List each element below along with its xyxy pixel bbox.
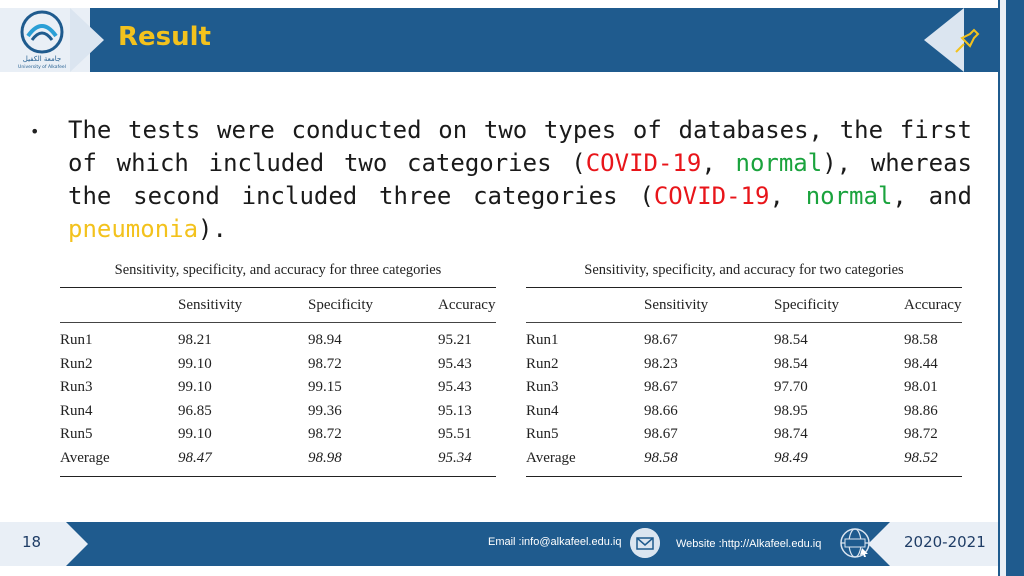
table-cell: 98.21 (178, 332, 212, 349)
footer-email[interactable]: Email :info@alkafeel.edu.iq (488, 536, 622, 548)
logo-text-en: University of Alkafeel (18, 65, 66, 70)
para-comma-2: , (769, 182, 806, 210)
table-cell: 98.66 (644, 402, 678, 419)
table-row (526, 400, 962, 424)
table-cell: 98.52 (904, 449, 938, 466)
page-number: 18 (22, 533, 42, 551)
table-row (526, 376, 962, 400)
para-text-4: ). (198, 215, 227, 243)
table-cell: Run4 (60, 402, 93, 419)
table-body (526, 323, 962, 476)
table-cell: 95.43 (438, 355, 472, 372)
table-bottom-rule (526, 476, 962, 477)
table-cell: Run5 (60, 426, 93, 443)
table-row (60, 353, 496, 377)
table-cell: 95.43 (438, 379, 472, 396)
header-cell: Specificity (308, 296, 373, 313)
covid-label-2: COVID-19 (653, 182, 770, 210)
table-cell: Run4 (526, 402, 559, 419)
table-cell: 98.23 (644, 355, 678, 372)
table-cell: Run5 (526, 426, 559, 443)
table-cell: 95.51 (438, 426, 472, 443)
table-average-row (60, 447, 496, 471)
table-bottom-rule (60, 476, 496, 477)
para-text-1: The tests were conducted on two types of databases, the first of which included two categories ( (68, 116, 972, 177)
table-cell: 98.54 (774, 355, 808, 372)
table-cell: Run2 (60, 355, 93, 372)
table-cell: 95.13 (438, 402, 472, 419)
footer-website[interactable]: Website :http://Alkafeel.edu.iq (676, 538, 822, 550)
table-row (60, 376, 496, 400)
header-bar (90, 8, 998, 72)
table-header-row (526, 288, 962, 322)
table-cell: 97.70 (774, 379, 808, 396)
table-cell: 98.67 (644, 379, 678, 396)
table-cell: Average (60, 449, 110, 466)
table-cell: Run1 (526, 332, 559, 349)
header-cell: Sensitivity (178, 296, 243, 313)
table-caption: Sensitivity, specificity, and accuracy for two categories (584, 262, 904, 278)
table-cell: 98.58 (644, 449, 678, 466)
table-row (526, 329, 962, 353)
table-cell: 98.94 (308, 332, 342, 349)
table-cell: Run3 (60, 379, 93, 396)
para-text-3: , and (892, 182, 973, 210)
academic-year: 2020-2021 (904, 533, 986, 551)
table-cell: 98.44 (904, 355, 938, 372)
table-cell: 98.72 (904, 426, 938, 443)
header-cell: Sensitivity (644, 296, 709, 313)
globe-icon (838, 526, 872, 560)
slide-title: Result (118, 22, 211, 52)
table-cell: 98.74 (774, 426, 808, 443)
table-cell: 98.98 (308, 449, 342, 466)
header-chevron-left (70, 8, 104, 72)
slide-header (0, 0, 1024, 76)
normal-label-2: normal (805, 182, 893, 210)
table-cell: 98.47 (178, 449, 212, 466)
bullet-marker: • (30, 122, 40, 141)
table-cell: 99.15 (308, 379, 342, 396)
pushpin-icon (952, 26, 982, 56)
table-cell: 99.10 (178, 355, 212, 372)
table-header-row (60, 288, 496, 322)
table-two-categories (526, 262, 962, 477)
table-body (60, 323, 496, 476)
table-cell: 98.72 (308, 426, 342, 443)
table-row (60, 400, 496, 424)
table-cell: 99.36 (308, 402, 342, 419)
header-cell: Accuracy (904, 296, 962, 313)
table-caption: Sensitivity, specificity, and accuracy for three categories (114, 262, 442, 278)
table-average-row (526, 447, 962, 471)
table-cell: 98.54 (774, 332, 808, 349)
footer-chevron-left (66, 522, 88, 566)
header-cell: Specificity (774, 296, 839, 313)
right-edge-accent (1000, 0, 1006, 576)
header-cell: Accuracy (438, 296, 496, 313)
logo-text-ar: جامعة الكفيل (22, 55, 62, 63)
para-comma-1: , (701, 149, 736, 177)
table-row (526, 423, 962, 447)
table-cell: 98.72 (308, 355, 342, 372)
table-cell: 98.58 (904, 332, 938, 349)
table-row (526, 353, 962, 377)
para-text-2: ), whereas the second included three categories ( (68, 149, 972, 210)
table-cell: 98.95 (774, 402, 808, 419)
table-cell: 98.49 (774, 449, 808, 466)
table-cell: 98.86 (904, 402, 938, 419)
table-cell: 95.21 (438, 332, 472, 349)
table-cell: 99.10 (178, 379, 212, 396)
table-cell: 99.10 (178, 426, 212, 443)
table-cell: Run2 (526, 355, 559, 372)
table-cell: 96.85 (178, 402, 212, 419)
table-three-categories (60, 262, 496, 477)
table-cell: 98.67 (644, 332, 678, 349)
university-logo (14, 10, 70, 70)
table-cell: Run1 (60, 332, 93, 349)
table-row (60, 329, 496, 353)
table-cell: 98.67 (644, 426, 678, 443)
normal-label-1: normal (735, 149, 823, 177)
table-cell: 95.34 (438, 449, 472, 466)
table-cell: Run3 (526, 379, 559, 396)
pneumonia-label: pneumonia (68, 215, 199, 243)
body-paragraph (68, 114, 972, 246)
covid-label-1: COVID-19 (585, 149, 702, 177)
mail-icon (630, 528, 660, 558)
table-cell: 98.01 (904, 379, 938, 396)
table-row (60, 423, 496, 447)
table-cell: Average (526, 449, 576, 466)
